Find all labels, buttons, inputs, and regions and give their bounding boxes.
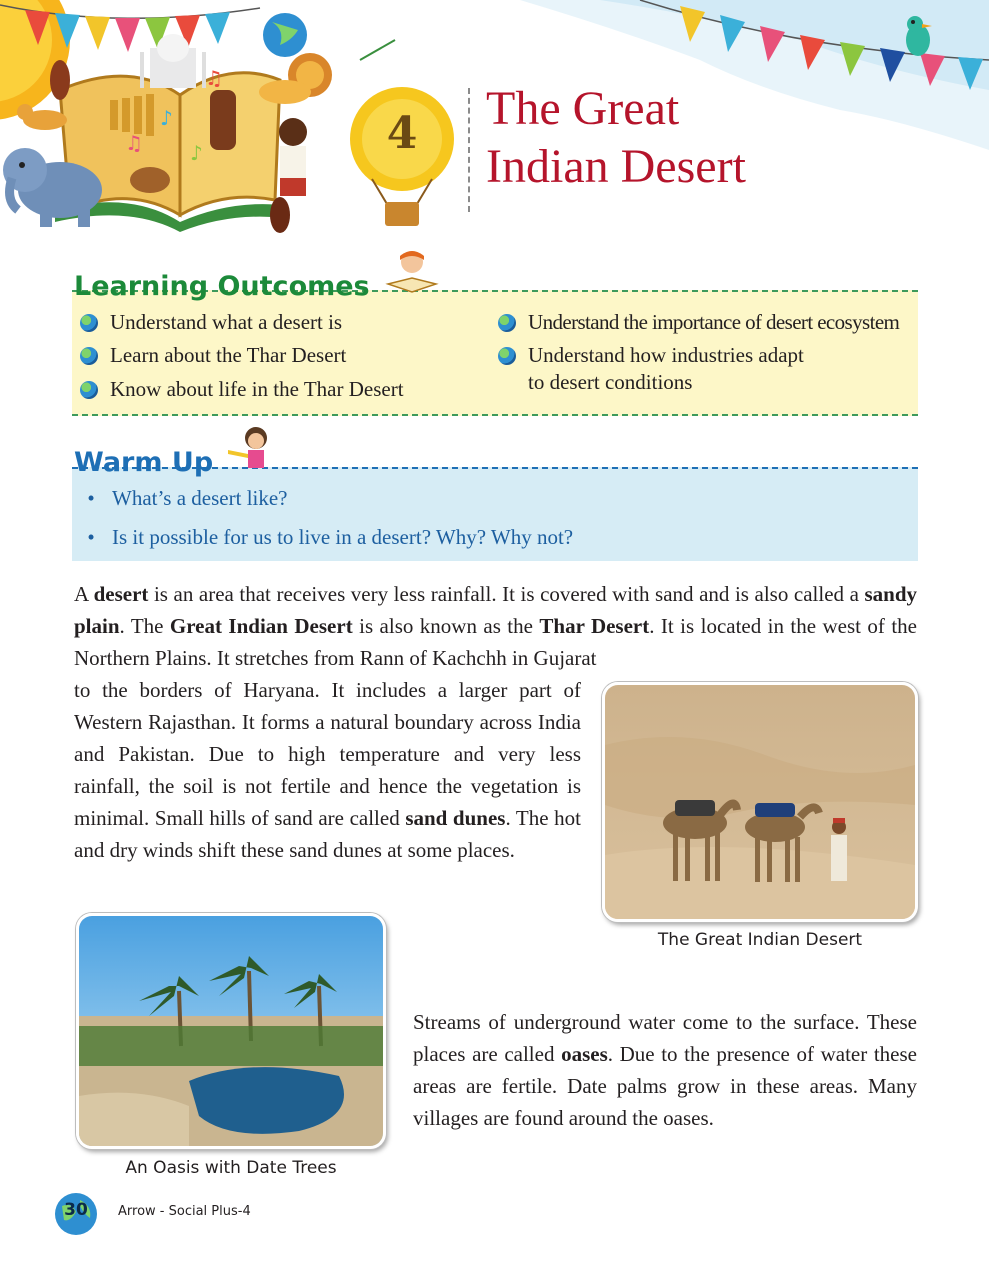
oasis-photo-caption: An Oasis with Date Trees	[125, 1158, 337, 1178]
desert-photo-caption: The Great Indian Desert	[657, 930, 863, 950]
chapter-title-line1: The Great	[486, 82, 680, 135]
outcome-item: Understand the importance of desert ecosystem	[498, 310, 899, 335]
learning-outcomes-heading: Learning Outcomes	[74, 271, 370, 302]
globe-bullet-icon	[498, 347, 516, 365]
book-title: Arrow - Social Plus-4	[118, 1204, 251, 1219]
chapter-title-line2: Indian Desert	[486, 140, 746, 193]
globe-bullet-icon	[498, 314, 516, 332]
outcome-item: Learn about the Thar Desert	[80, 343, 346, 368]
warm-up-heading: Warm Up	[74, 447, 214, 478]
svg-text:♫: ♫	[205, 66, 223, 90]
globe-bullet-icon	[80, 314, 98, 332]
boy-pencil-icon	[226, 424, 278, 476]
desert-camels-photo	[602, 682, 918, 922]
chapter-number: 4	[386, 108, 418, 159]
paragraph-desert-continued: to the borders of Haryana. It includes a larger part of Western Rajasthan. It forms a natural boundary across India and Pakistan. Due to high temperature and very less rainfall, the soil is not fertile and hence the vegetation is minimal. Small hills of sand are called sand dunes. The hot and dry winds shift these sand dunes at some places.	[74, 678, 582, 862]
svg-text:♪: ♪	[160, 106, 173, 130]
warm-up-item: • Is it possible for us to live in a desert? Why? Why not?	[84, 525, 573, 550]
outcome-item: Understand what a desert is	[80, 310, 342, 335]
globe-bullet-icon	[80, 347, 98, 365]
outcome-item-continued: to desert conditions	[528, 370, 693, 394]
svg-text:♪: ♪	[190, 141, 203, 165]
oasis-photo	[76, 913, 386, 1149]
svg-text:♫: ♫	[125, 131, 143, 155]
outcome-item: Understand how industries adapt	[498, 343, 804, 368]
girl-reading-icon	[382, 248, 440, 296]
balloon-icon	[342, 84, 462, 234]
chapter-number-balloon	[342, 84, 462, 234]
outcome-item: Know about life in the Thar Desert	[80, 377, 404, 402]
bullet-icon: •	[87, 486, 95, 510]
paragraph-oases: Streams of underground water come to the surface. These places are called oases. Due to the presence of water these areas are fertile. Date palms grow in these areas. Many villages are found around the oases.	[413, 1010, 917, 1130]
title-divider	[468, 88, 470, 212]
paragraph-desert-intro: A desert is an area that receives very less rainfall. It is covered with sand and is also called a sandy plain. The Great Indian Desert is also known as the Thar Desert. It is located in the west of the Northern Plains. It stretches from Rann of Kachchh in Gujarat	[74, 582, 917, 670]
page-number: 30	[64, 1200, 88, 1220]
globe-bullet-icon	[80, 381, 98, 399]
warm-up-item: • What’s a desert like?	[84, 486, 288, 511]
chapter-title	[486, 80, 966, 196]
globe-icon	[263, 13, 307, 57]
bullet-icon: •	[87, 525, 95, 549]
